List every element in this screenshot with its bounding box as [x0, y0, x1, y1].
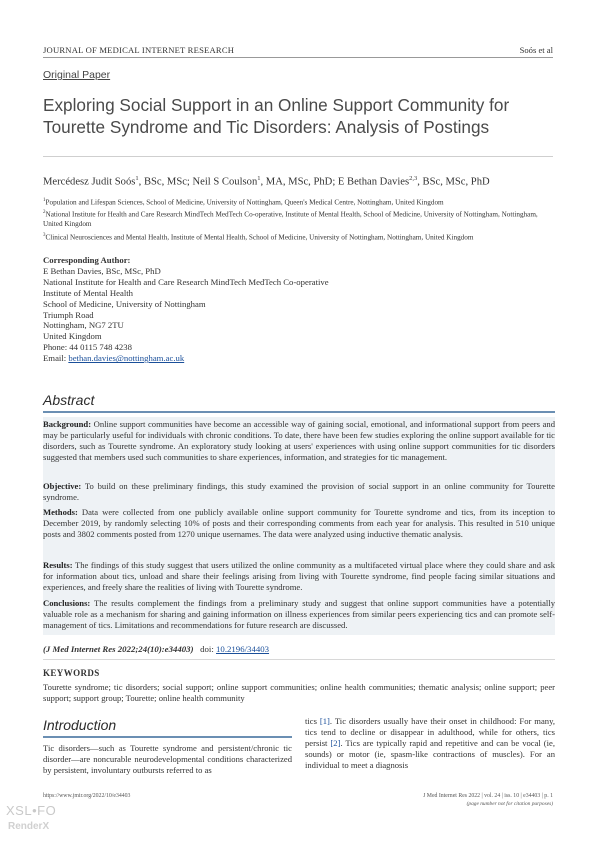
- abstract-results: [43, 560, 555, 593]
- abstract-objective: [43, 481, 555, 503]
- abstract-section-label: Results:: [43, 560, 73, 570]
- citation: [43, 644, 269, 654]
- author-degrees: , BSc, MSc, PhD: [417, 176, 490, 188]
- citation-text: (J Med Internet Res 2022;24(10):e34403): [43, 644, 194, 654]
- intro-text: tics: [305, 716, 320, 726]
- corresponding-line: Phone: 44 0115 748 4238: [43, 342, 132, 353]
- renderx-watermark: RenderX: [8, 821, 50, 832]
- reference-link[interactable]: [1]: [319, 716, 330, 726]
- author-affiliation-marker: 2,3: [409, 175, 418, 182]
- abstract-section-text: Data were collected from one publicly available online support community for Tourette syndrome and tics, from its inception to December 2019, by randomly selecting 10% of posts and their corresponding comments from each year for analysis. This resulted in 510 unique posts and 3802 comments posted from 1270 unique usernames. The data were analyzed using inductive thematic analysis.: [43, 507, 555, 539]
- corresponding-heading: Corresponding Author:: [43, 255, 131, 265]
- email-link[interactable]: bethan.davies@nottingham.ac.uk: [68, 353, 185, 364]
- email-label: Email:: [43, 353, 69, 364]
- author-name: Neil S Coulson: [192, 176, 258, 188]
- affiliation-marker: 2: [43, 210, 46, 215]
- abstract-methods: [43, 507, 555, 540]
- corresponding-line: United Kingdom: [43, 331, 102, 342]
- corresponding-author: [43, 255, 555, 364]
- corresponding-line: Triumph Road: [43, 309, 94, 320]
- abstract-section-text: The results complement the findings from a preliminary study and suggest that online support communities have a potentially valuable role as a mechanism for sharing and gaining information on illness experiences from similar peers experiencing tics and can promote self-management of tics. Limitations and recommendations for future research are discussed.: [43, 598, 555, 630]
- corresponding-line: Institute of Mental Health: [43, 287, 133, 298]
- affiliation-3: [43, 231, 555, 243]
- author-affiliation-marker: 1: [257, 175, 261, 182]
- abstract-section-text: The findings of this study suggest that users utilized the online community as a multifaceted virtual place where they could share and ask for information about tics, unload and share their feelings arising from living with Tourette syndrome, find people facing similar situations and experiences, and freely share the realities of living with Tourette syndrome.: [43, 560, 555, 592]
- footer-note: (page number not for citation purposes): [466, 801, 553, 807]
- author-degrees: , MA, MSc, PhD;: [260, 176, 338, 188]
- introduction-column-1: Tic disorders—such as Tourette syndrome and persistent/chronic tic disorder—are noncurable neurodevelopmental conditions characterized by persistent, involuntary outbursts referred to as: [43, 743, 292, 775]
- author-name: Mercédesz Judit Soós: [43, 176, 136, 188]
- xslfo-watermark: XSL•FO: [6, 803, 57, 818]
- abstract-section-text: To build on these preliminary findings, this study examined the provision of social support in an online community for Tourette syndrome.: [43, 481, 555, 502]
- running-author: Soós et al: [519, 45, 553, 55]
- introduction-column-2: [305, 716, 555, 771]
- author-affiliation-marker: 1: [135, 175, 139, 182]
- abstract-conclusions: [43, 598, 555, 631]
- reference-link[interactable]: [2]: [330, 738, 341, 748]
- paper-title: Exploring Social Support in an Online Support Community for Tourette Syndrome and Tic Disorders: Analysis of Postings: [43, 95, 510, 137]
- abstract-background: [43, 419, 555, 463]
- article-type: Original Paper: [43, 69, 111, 81]
- corresponding-line: National Institute for Health and Care Research MindTech MedTech Co-operative: [43, 276, 329, 287]
- corresponding-line: School of Medicine, University of Nottingham: [43, 298, 206, 309]
- intro-text: . Tic disorders usually have their onset in childhood: For many, tics tend to decline or disappear in adulthood, while for others, tics persist: [305, 716, 555, 748]
- abstract-section-label: Background:: [43, 419, 92, 429]
- author-list: [43, 175, 555, 188]
- affiliation-2: [43, 208, 555, 229]
- footer-issue: J Med Internet Res 2022 | vol. 24 | iss. 10 | e34403 | p. 1: [423, 793, 553, 799]
- abstract-section-label: Objective:: [43, 481, 82, 491]
- affiliation-1: [43, 196, 555, 208]
- intro-text: . Tics are typically rapid and repetitive and can be vocal (ie, sounds) or motor (ie, spasm-like contractions of muscles). For an individual to meet a diagnosis: [305, 738, 555, 770]
- abstract-section-label: Methods:: [43, 507, 78, 517]
- title-divider: [43, 156, 553, 157]
- abstract-section-label: Conclusions:: [43, 598, 91, 608]
- abstract-rule: [43, 411, 555, 413]
- author-degrees: , BSc, MSc;: [138, 176, 193, 188]
- abstract-section-text: Online support communities have become an accessible way of gaining social, emotional, and informational support from peers and may be particularly useful for individuals with chronic conditions. To date, there have been few studies exploring the online support available for tic disorders, such as Tourette syndrome. An exploratory study looking at users' experiences with using online support communities for tic disorders suggested that members used such communities to share experiences, information, and strategies for tic management.: [43, 419, 555, 462]
- affiliation-marker: 3: [43, 233, 46, 238]
- doi-label: doi:: [200, 644, 217, 654]
- author-name: E Bethan Davies: [337, 176, 410, 188]
- corresponding-line: E Bethan Davies, BSc, MSc, PhD: [43, 265, 161, 276]
- introduction-rule: [43, 736, 292, 738]
- affiliation-marker: 1: [43, 198, 46, 203]
- email-line: [43, 353, 555, 364]
- affiliation-text: Clinical Neurosciences and Mental Health, Institute of Mental Health, School of Medicine, University of Nottingham, Nottingham, United Kingdom: [45, 233, 474, 242]
- introduction-heading: Introduction: [43, 717, 117, 733]
- affiliation-text: National Institute for Health and Care Research MindTech MedTech Co-operative, Institute of Mental Health, School of Medicine, University of Nottingham, Nottingham, United Kingdom: [43, 210, 538, 228]
- affiliation-text: Population and Lifespan Sciences, School of Medicine, University of Nottingham, Queen's Medical Centre, Nottingham, United Kingdom: [45, 198, 444, 207]
- doi-link[interactable]: 10.2196/34403: [216, 644, 270, 654]
- footer-url[interactable]: https://www.jmir.org/2022/10/e34403: [43, 793, 131, 799]
- header-divider: [43, 57, 553, 58]
- keywords-text: Tourette syndrome; tic disorders; social support; online support communities; online health communities; thematic analysis; online support; peer support; support group; Tourette; online health community: [43, 682, 555, 703]
- keywords-heading: KEYWORDS: [43, 668, 100, 678]
- citation-divider: [43, 659, 555, 660]
- corresponding-line: Nottingham, NG7 2TU: [43, 320, 124, 331]
- journal-name: JOURNAL OF MEDICAL INTERNET RESEARCH: [43, 45, 235, 55]
- abstract-heading: Abstract: [43, 392, 95, 408]
